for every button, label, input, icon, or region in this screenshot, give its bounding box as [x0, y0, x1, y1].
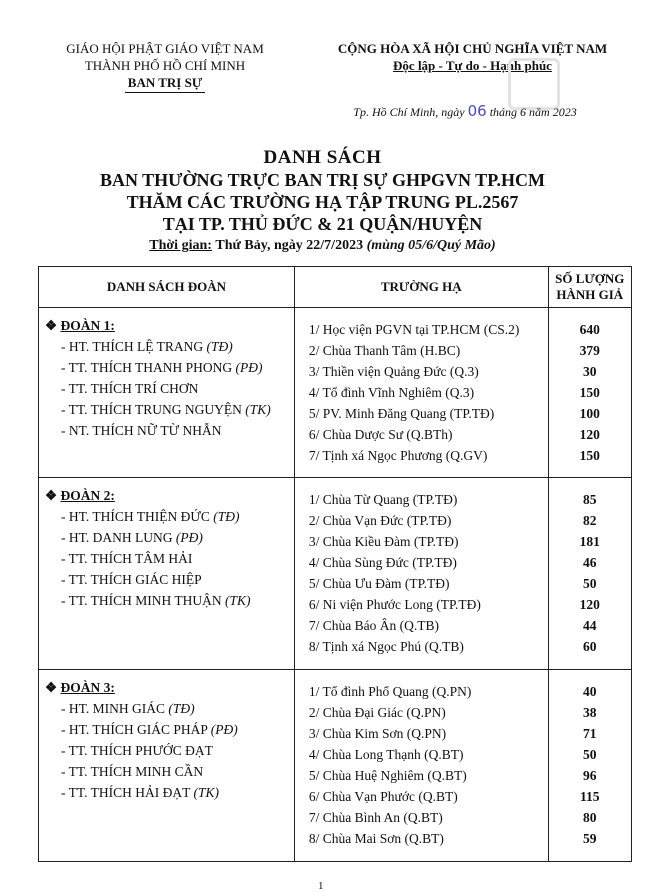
member-name: THÍCH PHƯỚC ĐẠT [90, 743, 213, 758]
school-item: 2/ Chùa Đại Giác (Q.PN) [308, 705, 446, 720]
member-name: THÍCH GIÁC HIỆP [90, 572, 202, 587]
count-value: 120 [579, 597, 600, 612]
org-line-2: THÀNH PHỐ HỒ CHÍ MINH [84, 58, 246, 73]
member-prefix: - NT. [61, 423, 90, 438]
member-item [45, 740, 294, 761]
member-role: (TK) [245, 402, 271, 417]
page-number: 1 [318, 880, 324, 892]
team-heading [45, 678, 294, 698]
header-count [548, 267, 631, 308]
member-name: THÍCH THANH PHONG [90, 360, 233, 375]
header-schools: TRƯỜNG HẠ [294, 267, 548, 308]
count-value: 60 [583, 639, 597, 654]
time-label: Thời gian: [149, 238, 212, 253]
school-item: 7/ Chùa Bình An (Q.BT) [308, 810, 443, 825]
school-item: 3/ Thiền viện Quảng Đức (Q.3) [308, 364, 479, 379]
count-cell [548, 670, 631, 862]
count-value: 46 [583, 555, 597, 570]
member-role: (PĐ) [210, 722, 238, 737]
member-item [45, 378, 294, 399]
member-prefix: - TT. [61, 593, 88, 608]
header-groups: DANH SÁCH ĐOÀN [39, 267, 295, 308]
school-item: 2/ Chùa Vạn Đức (TP.TĐ) [308, 513, 452, 528]
member-role: (PĐ) [235, 360, 263, 375]
table-body [39, 308, 632, 862]
organization-header [40, 40, 290, 93]
member-prefix: - TT. [61, 572, 88, 587]
document-title: DANH SÁCH [263, 147, 382, 168]
member-prefix: - TT. [61, 785, 88, 800]
time-line [0, 236, 645, 256]
member-item [45, 782, 294, 803]
school-item: 5/ Chùa Huệ Nghiêm (Q.BT) [308, 768, 467, 783]
title-line-3: TẠI TP. THỦ ĐỨC & 21 QUẬN/HUYỆN [162, 214, 483, 234]
member-name: DANH LUNG [92, 530, 173, 545]
diamond-bullet-icon: ❖ [45, 488, 61, 503]
org-underline [125, 92, 205, 93]
school-item: 8/ Chùa Mai Sơn (Q.BT) [308, 831, 444, 846]
title-line-1: BAN THƯỜNG TRỰC BAN TRỊ SỰ GHPGVN TP.HCM [99, 170, 546, 190]
date-prefix: Tp. Hồ Chí Minh, ngày [353, 105, 465, 119]
diamond-bullet-icon: ❖ [45, 680, 61, 695]
member-prefix: - TT. [61, 381, 88, 396]
document-titles [0, 147, 645, 256]
header-count-line-2: HÀNH GIẢ [556, 287, 624, 302]
school-cell [294, 478, 548, 670]
count-value: 50 [583, 576, 597, 591]
count-cell [548, 308, 631, 478]
org-line-1: GIÁO HỘI PHẬT GIÁO VIỆT NAM [66, 41, 264, 56]
member-prefix: - HT. [61, 509, 90, 524]
member-prefix: - HT. [61, 339, 90, 354]
team-heading [45, 316, 294, 336]
table-header-row [39, 267, 632, 308]
team-cell [39, 670, 295, 862]
national-motto: Độc lập - Tự do - Hạnh phúc [393, 58, 552, 73]
school-cell [294, 670, 548, 862]
member-role: (TĐ) [213, 509, 240, 524]
member-item [45, 527, 294, 548]
count-value: 85 [583, 492, 597, 507]
school-item: 1/ Học viện PGVN tại TP.HCM (CS.2) [308, 322, 520, 337]
team-name: ĐOÀN 3: [60, 680, 115, 695]
member-item [45, 420, 294, 441]
team-cell [39, 308, 295, 478]
count-value: 181 [579, 534, 600, 549]
member-prefix: - TT. [61, 360, 88, 375]
count-value: 96 [583, 768, 597, 783]
school-item: 6/ Ni viện Phước Long (TP.TĐ) [308, 597, 481, 612]
count-value: 38 [583, 705, 597, 720]
member-name: THÍCH TÂM HẢI [90, 551, 193, 566]
member-role: (PĐ) [175, 530, 203, 545]
school-item: 3/ Chùa Kiều Đàm (TP.TĐ) [308, 534, 459, 549]
school-item: 4/ Chùa Sùng Đức (TP.TĐ) [308, 555, 457, 570]
title-line-2: THĂM CÁC TRƯỜNG HẠ TẬP TRUNG PL.2567 [126, 192, 519, 212]
school-item: 8/ Tịnh xá Ngọc Phú (Q.TB) [308, 639, 464, 654]
school-item: 5/ PV. Minh Đăng Quang (TP.TĐ) [308, 406, 495, 421]
count-value: 150 [579, 448, 600, 463]
member-name: THÍCH MINH CẦN [90, 764, 204, 779]
count-value: 115 [580, 789, 600, 804]
date-suffix: tháng 6 năm 2023 [489, 105, 577, 119]
count-value: 379 [579, 343, 600, 358]
member-prefix: - HT. [61, 722, 90, 737]
time-lunar: (mùng 05/6/Quý Mão) [366, 238, 496, 253]
school-item: 2/ Chùa Thanh Tâm (H.BC) [308, 343, 461, 358]
count-value: 80 [583, 810, 597, 825]
member-name: MINH GIÁC [92, 701, 165, 716]
national-title: CỘNG HÒA XÃ HỘI CHỦ NGHĨA VIỆT NAM [337, 41, 608, 56]
org-line-3: BAN TRỊ SỰ [127, 75, 203, 90]
member-role: (TK) [193, 785, 220, 800]
school-cell [294, 308, 548, 478]
team-heading [45, 486, 294, 506]
team-name: ĐOÀN 1: [60, 318, 115, 333]
count-value: 640 [579, 322, 600, 337]
member-name: THÍCH LỆ TRANG [92, 339, 204, 354]
member-item [45, 336, 294, 357]
table-row [39, 670, 632, 862]
school-item: 3/ Chùa Kim Sơn (Q.PN) [308, 726, 447, 741]
school-item: 6/ Chùa Dược Sư (Q.BTh) [308, 427, 453, 442]
team-cell [39, 478, 295, 670]
member-prefix: - HT. [61, 530, 90, 545]
member-name: THÍCH NỮ TỪ NHẪN [92, 423, 222, 438]
school-item: 5/ Chùa Ưu Đàm (TP.TĐ) [308, 576, 450, 591]
count-value: 150 [579, 385, 600, 400]
date-day: 06 [467, 102, 487, 120]
member-name: THÍCH THIỆN ĐỨC [92, 509, 210, 524]
member-prefix: - HT. [61, 701, 90, 716]
table-row [39, 308, 632, 478]
count-value: 59 [583, 831, 597, 846]
school-item: 1/ Chùa Từ Quang (TP.TĐ) [308, 492, 458, 507]
roster-table [38, 266, 632, 862]
member-name: THÍCH TRUNG NGUYỆN [90, 402, 242, 417]
school-item: 6/ Chùa Vạn Phước (Q.BT) [308, 789, 458, 804]
team-name: ĐOÀN 2: [60, 488, 115, 503]
member-role: (TK) [225, 593, 251, 608]
count-value: 82 [583, 513, 597, 528]
header-count-line-1: SỐ LƯỢNG [555, 271, 625, 286]
count-value: 50 [583, 747, 597, 762]
school-item: 1/ Tổ đình Phổ Quang (Q.PN) [308, 684, 472, 699]
member-role: (TĐ) [168, 701, 195, 716]
count-value: 100 [579, 406, 600, 421]
member-prefix: - TT. [61, 402, 88, 417]
table-row [39, 478, 632, 670]
member-item [45, 399, 294, 420]
count-value: 40 [583, 684, 597, 699]
member-item [45, 590, 294, 611]
date-line [300, 102, 630, 120]
watermark-logo [508, 58, 598, 108]
member-name: THÍCH HẢI ĐẠT [90, 785, 191, 800]
member-item [45, 761, 294, 782]
member-item [45, 569, 294, 590]
school-item: 7/ Tịnh xá Ngọc Phương (Q.GV) [308, 448, 488, 463]
school-item: 4/ Chùa Long Thạnh (Q.BT) [308, 747, 464, 762]
member-role: (TĐ) [206, 339, 233, 354]
member-name: THÍCH TRÍ CHƠN [90, 381, 199, 396]
member-prefix: - TT. [61, 764, 88, 779]
member-name: THÍCH MINH THUẬN [90, 593, 222, 608]
member-item [45, 698, 294, 719]
count-cell [548, 478, 631, 670]
school-item: 4/ Tổ đình Vĩnh Nghiêm (Q.3) [308, 385, 475, 400]
member-prefix: - TT. [61, 551, 88, 566]
count-value: 120 [579, 427, 600, 442]
count-value: 71 [583, 726, 597, 741]
time-value: Thứ Bảy, ngày 22/7/2023 [215, 238, 364, 253]
member-name: THÍCH GIÁC PHÁP [92, 722, 208, 737]
count-value: 44 [583, 618, 597, 633]
member-item [45, 548, 294, 569]
school-item: 7/ Chùa Báo Ân (Q.TB) [308, 618, 440, 633]
member-item [45, 719, 294, 740]
diamond-bullet-icon: ❖ [45, 318, 61, 333]
count-value: 30 [583, 364, 597, 379]
member-prefix: - TT. [61, 743, 88, 758]
member-item [45, 357, 294, 378]
member-item [45, 506, 294, 527]
